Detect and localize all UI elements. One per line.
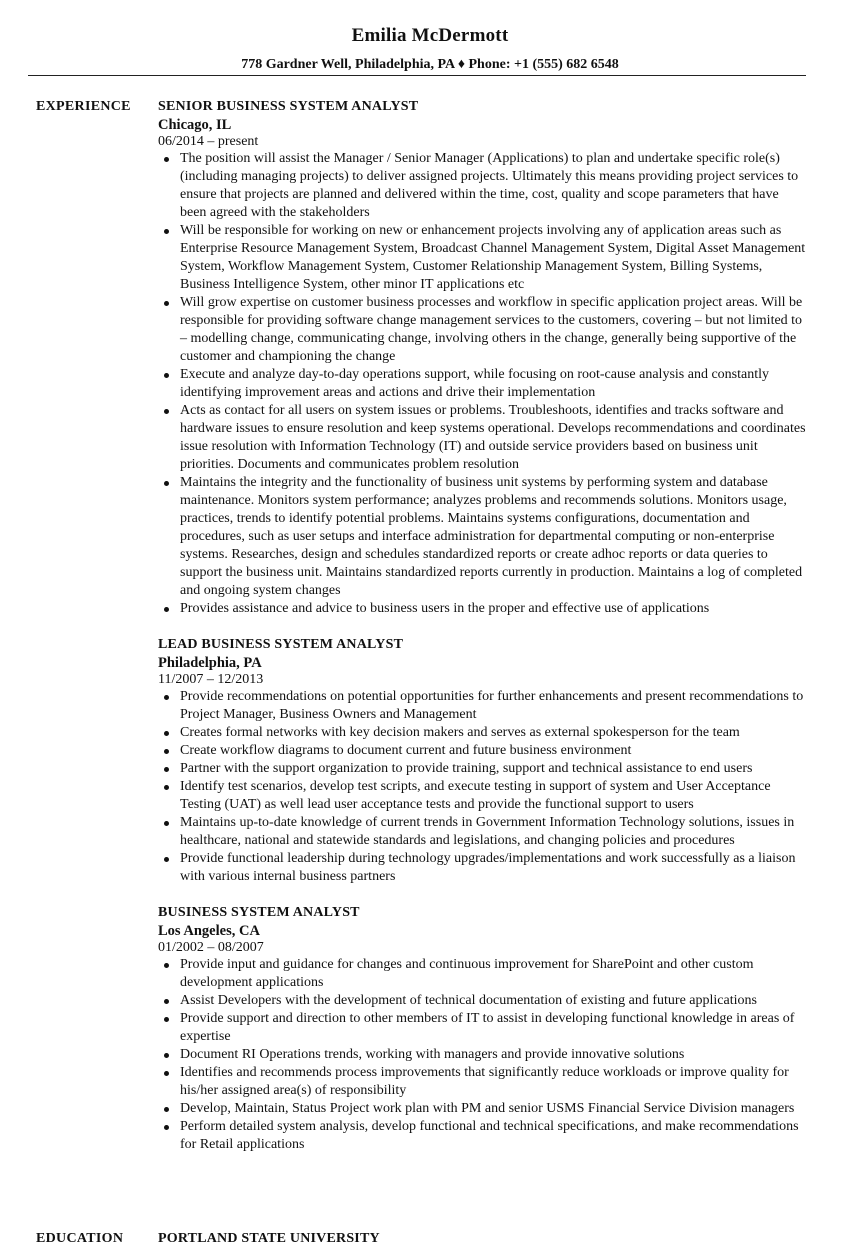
job-responsibilities — [158, 150, 808, 618]
resume-header — [0, 24, 860, 74]
responsibility-item: Execute and analyze day-to-day operations support, while focusing on root-cause analysis and constantly identifying improvement areas and actions and drive their implementation — [180, 366, 808, 402]
education-heading: EDUCATION — [36, 1231, 124, 1246]
job-responsibilities — [158, 688, 808, 886]
responsibility-item: Provide functional leadership during technology upgrades/implementations and work successfully as a liaison with various internal business partners — [180, 850, 808, 886]
job-entry — [158, 636, 808, 886]
job-entry — [158, 904, 808, 1154]
job-title: LEAD BUSINESS SYSTEM ANALYST — [158, 637, 404, 652]
job-location: Philadelphia, PA — [158, 655, 262, 671]
responsibility-item: Partner with the support organization to provide training, support and technical assistance to end users — [180, 760, 808, 778]
job-location: Los Angeles, CA — [158, 923, 260, 939]
responsibility-item: Provides assistance and advice to business users in the proper and effective use of applications — [180, 600, 808, 618]
responsibility-item: Provide support and direction to other members of IT to assist in developing functional knowledge in areas of expertise — [180, 1010, 808, 1046]
education-school: PORTLAND STATE UNIVERSITY — [158, 1231, 380, 1246]
job-title: SENIOR BUSINESS SYSTEM ANALYST — [158, 99, 419, 114]
responsibility-item: Maintains up-to-date knowledge of current trends in Government Information Technology solutions, issues in healthcare, national and statewide standards and legislations, and changing policies and procedures — [180, 814, 808, 850]
responsibility-item: Identifies and recommends process improvements that significantly reduce workloads or improve quality for his/her assigned area(s) of responsibility — [180, 1064, 808, 1100]
responsibility-item: Perform detailed system analysis, develop functional and technical specifications, and make recommendations for Retail applications — [180, 1118, 808, 1154]
responsibility-item: The position will assist the Manager / Senior Manager (Applications) to plan and undertake specific role(s) (including managing projects) to deliver assigned projects. Ultimately this means providing project services to ensure that projects are planned and delivered within the time, cost, quality and scope parameters that have been agreed with the stakeholders — [180, 150, 808, 222]
responsibility-item: Provide recommendations on potential opportunities for further enhancements and present recommendations to Project Manager, Business Owners and Management — [180, 688, 808, 724]
responsibility-item: Provide input and guidance for changes and continuous improvement for SharePoint and other custom development applications — [180, 956, 808, 992]
responsibility-item: Create workflow diagrams to document current and future business environment — [180, 742, 808, 760]
education-content — [158, 1230, 808, 1248]
experience-heading: EXPERIENCE — [36, 99, 131, 114]
experience-list — [158, 98, 808, 1172]
job-location: Chicago, IL — [158, 117, 232, 133]
job-dates: 01/2002 – 08/2007 — [158, 940, 264, 955]
job-entry — [158, 98, 808, 618]
responsibility-item: Acts as contact for all users on system issues or problems. Troubleshoots, identifies and tracks software and hardware issues to ensure resolution and keep systems operational. Develops recommendations and coordinates issue resolution with Information Technology (IT) and outside service providers based on business unit priorities. Documents and communicates problem resolution — [180, 402, 808, 474]
candidate-name: Emilia McDermott — [351, 25, 509, 46]
job-title: BUSINESS SYSTEM ANALYST — [158, 905, 360, 920]
header-divider — [28, 75, 806, 76]
responsibility-item: Will be responsible for working on new or enhancement projects involving any of application areas such as Enterprise Resource Management System, Broadcast Channel Management System, Digital Asset Management System, Workflow Management System, Customer Relationship Management System, Billing Systems, Business Intelligence System, other minor IT applications etc — [180, 222, 808, 294]
responsibility-item: Will grow expertise on customer business processes and workflow in specific application project areas. Will be responsible for providing software change management services to the customers, covering – but not limited to – modelling change, communicating change, involving others in the change, generally being supportive of the customer and championing the change — [180, 294, 808, 366]
responsibility-item: Identify test scenarios, develop test scripts, and execute testing in support of system and User Acceptance Testing (UAT) as well lead user acceptance tests and provide the functional support to users — [180, 778, 808, 814]
job-dates: 11/2007 – 12/2013 — [158, 672, 264, 687]
responsibility-item: Assist Developers with the development of technical documentation of existing and future applications — [180, 992, 808, 1010]
job-dates: 06/2014 – present — [158, 134, 259, 149]
responsibility-item: Document RI Operations trends, working with managers and provide innovative solutions — [180, 1046, 808, 1064]
job-responsibilities — [158, 956, 808, 1154]
responsibility-item: Creates formal networks with key decision makers and serves as external spokesperson for the team — [180, 724, 808, 742]
responsibility-item: Develop, Maintain, Status Project work plan with PM and senior USMS Financial Service Division managers — [180, 1100, 808, 1118]
contact-line: 778 Gardner Well, Philadelphia, PA ♦ Phone: +1 (555) 682 6548 — [241, 57, 619, 72]
responsibility-item: Maintains the integrity and the functionality of business unit systems by performing system and database maintenance. Monitors system performance; analyzes problems and recommends solutions. Monitors usage, practices, trends to identify potential problems. Maintains systems configurations, documentation and procedures, such as user setups and interface administration for departmental computing or non-enterprise systems. Researches, design and schedules standardized reports or create adhoc reports or data queries to support the business unit. Maintains standardized reports currently in production. Maintains a log of completed and ongoing system changes — [180, 474, 808, 600]
